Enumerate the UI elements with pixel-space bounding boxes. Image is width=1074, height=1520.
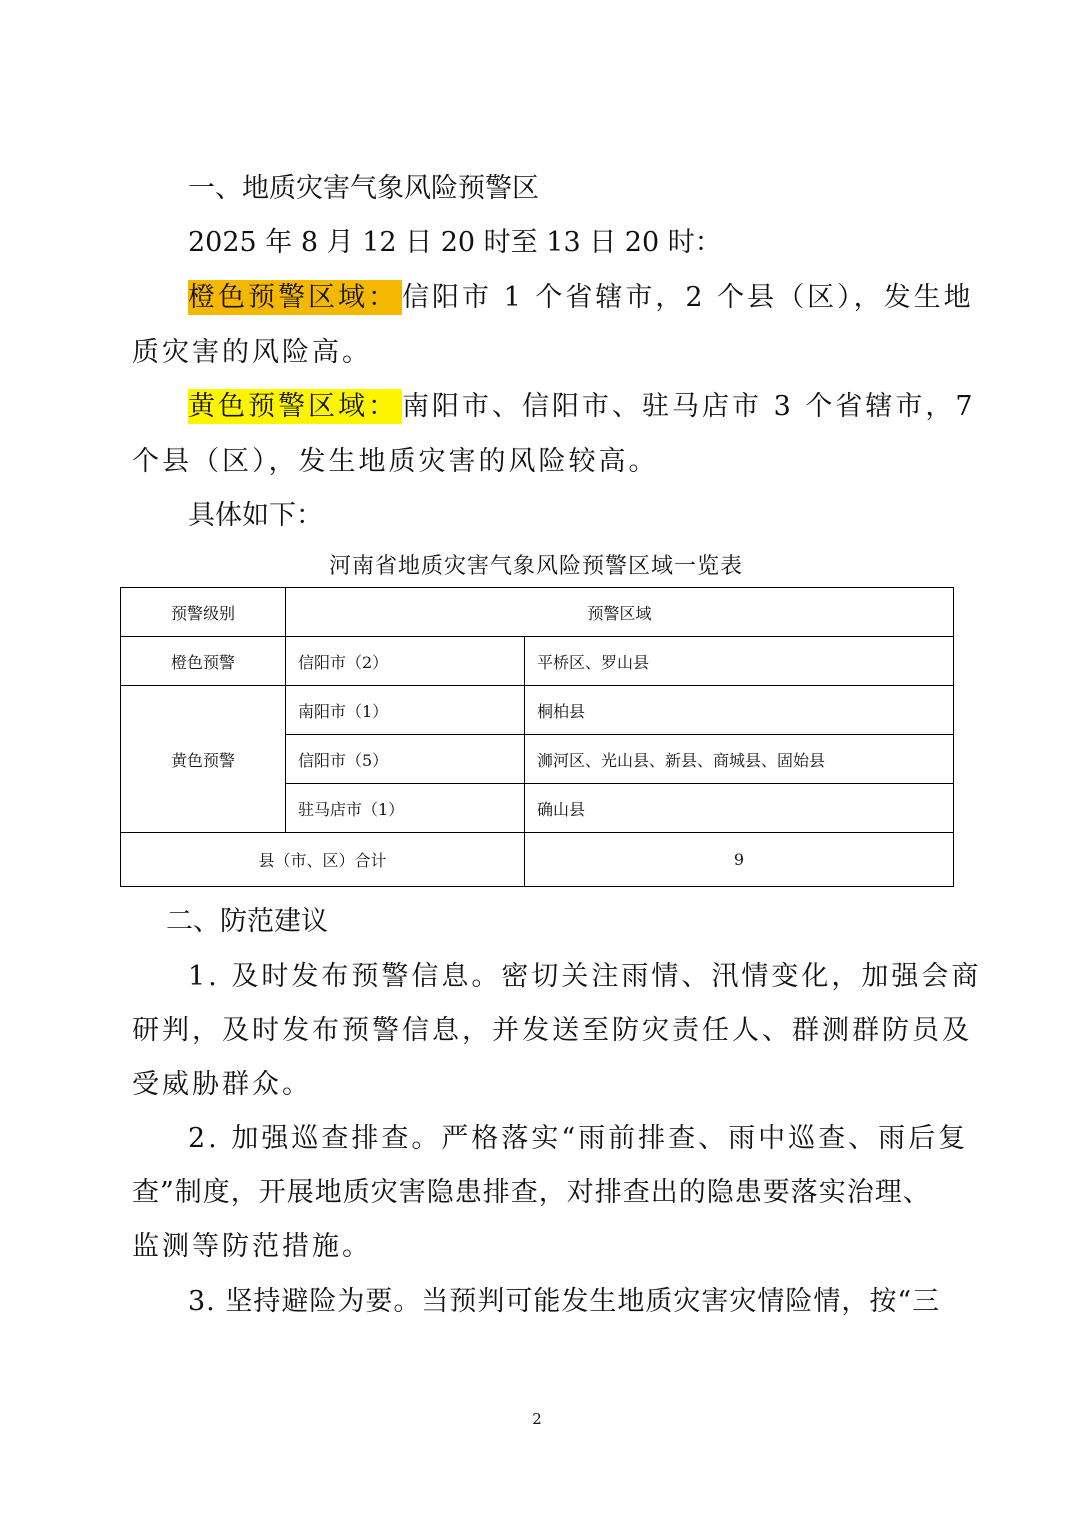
suggestion-3-line1: 3. 坚持避险为要。当预判可能发生地质灾害灾情险情，按“三 <box>188 1286 941 1317</box>
warning-period: 2025 年 8 月 12 日 20 时至 13 日 20 时： <box>188 227 722 258</box>
counties-cell: 桐柏县 <box>525 686 954 735</box>
orange-warning-line <box>188 281 974 315</box>
header-area: 预警区域 <box>286 588 954 637</box>
orange-warning-label: 橙色预警区域： <box>188 280 402 315</box>
suggestion-1-line2: 研判，及时发布预警信息，并发送至防灾责任人、群测群防员及 <box>132 1015 972 1046</box>
city-cell: 信阳市（2） <box>286 637 525 686</box>
suggestion-1-line3: 受威胁群众。 <box>132 1069 312 1100</box>
total-label: 县（市、区）合计 <box>121 833 525 887</box>
counties-cell: 确山县 <box>525 784 954 833</box>
header-level: 预警级别 <box>121 588 286 637</box>
city-cell: 驻马店市（1） <box>286 784 525 833</box>
total-value: 9 <box>525 833 954 887</box>
suggestion-2-line2: 查”制度，开展地质灾害隐患排查，对排查出的隐患要落实治理、 <box>132 1177 931 1208</box>
table-total-row <box>121 833 954 887</box>
table-row <box>121 686 954 735</box>
yellow-warning-line <box>188 390 976 424</box>
city-cell: 信阳市（5） <box>286 735 525 784</box>
orange-warning-text-cont: 质灾害的风险高。 <box>132 337 372 368</box>
page-number: 2 <box>532 1410 542 1428</box>
city-cell: 南阳市（1） <box>286 686 525 735</box>
suggestion-1-line1: 1. 及时发布预警信息。密切关注雨情、汛情变化，加强会商 <box>188 961 982 992</box>
yellow-warning-text: 南阳市、信阳市、驻马店市 3 个省辖市，7 <box>402 391 976 422</box>
warning-table <box>120 587 954 887</box>
yellow-warning-label: 黄色预警区域： <box>188 389 402 424</box>
section1-heading: 一、地质灾害气象风险预警区 <box>188 173 539 204</box>
suggestion-2-line3: 监测等防范措施。 <box>132 1231 372 1262</box>
table-row <box>121 637 954 686</box>
orange-warning-text: 信阳市 1 个省辖市，2 个县（区），发生地 <box>402 282 974 313</box>
yellow-warning-text-cont: 个县（区），发生地质灾害的风险较高。 <box>132 446 659 477</box>
section2-heading: 二、防范建议 <box>166 906 328 937</box>
table-caption: 河南省地质灾害气象风险预警区域一览表 <box>328 554 743 579</box>
details-intro: 具体如下： <box>188 500 323 531</box>
table-header-row <box>121 588 954 637</box>
yellow-level-cell: 黄色预警 <box>121 686 286 833</box>
counties-cell: 平桥区、罗山县 <box>525 637 954 686</box>
suggestion-2-line1: 2. 加强巡查排查。严格落实“雨前排查、雨中巡查、雨后复 <box>188 1123 969 1154</box>
orange-level-cell: 橙色预警 <box>121 637 286 686</box>
counties-cell: 浉河区、光山县、新县、商城县、固始县 <box>525 735 954 784</box>
